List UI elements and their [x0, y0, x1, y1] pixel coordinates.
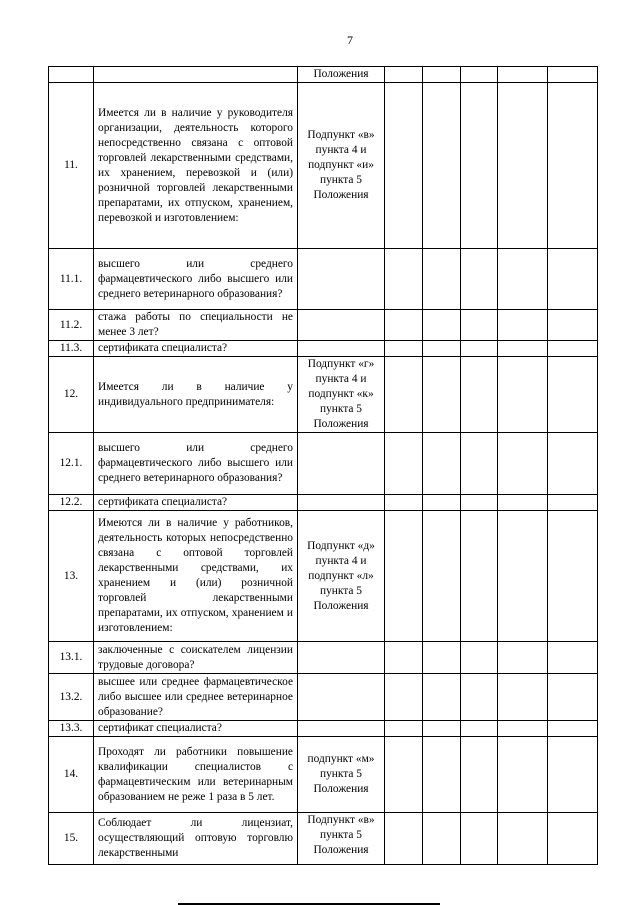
item-question: Соблюдает ли лицензиат, осуществляющий оптовую торговлю лекарственными: [94, 813, 298, 865]
item-question: Имеется ли в наличие у индивидуального предпринимателя:: [94, 357, 298, 433]
table-cell: [423, 357, 461, 433]
table-cell: [498, 511, 548, 642]
item-question: высшее или среднее фармацевтическое либо высшее или среднее ветеринарное образование?: [94, 674, 298, 721]
table-row: [49, 433, 598, 495]
table-cell: [498, 813, 548, 865]
item-question: стажа работы по специальности не менее 3 лет?: [94, 310, 298, 341]
table-cell: [385, 67, 423, 83]
table-cell: [461, 642, 498, 674]
item-number: 12.: [49, 357, 94, 433]
table-row: [49, 642, 598, 674]
table-cell: [385, 357, 423, 433]
table-row: [49, 83, 598, 249]
table-cell: [385, 737, 423, 813]
table-cell: [548, 721, 598, 737]
table-cell: [423, 495, 461, 511]
item-number: 12.1.: [49, 433, 94, 495]
table-row: [49, 310, 598, 341]
table-cell: [385, 433, 423, 495]
item-question: сертификата специалиста?: [94, 495, 298, 511]
table-cell: [423, 249, 461, 310]
item-reference: подпункт «м» пункта 5 Положения: [298, 737, 385, 813]
table-cell: [461, 737, 498, 813]
item-number: 15.: [49, 813, 94, 865]
table-cell: [94, 67, 298, 83]
item-number: 13.2.: [49, 674, 94, 721]
table-cell: [548, 433, 598, 495]
item-question: Имеются ли в наличие у работников, деятельность которых непосредственно связана с оптовой торговлей лекарственными средствами, их хранением и (или) розничной торговлей лекарственными препаратами, их отпуском, хранением и изготовлением:: [94, 511, 298, 642]
table-cell: [423, 813, 461, 865]
table-cell: [548, 341, 598, 357]
table-cell: [548, 642, 598, 674]
item-reference: [298, 310, 385, 341]
item-number: 11.: [49, 83, 94, 249]
item-number: 11.3.: [49, 341, 94, 357]
table-cell: [548, 83, 598, 249]
item-question: высшего или среднего фармацевтического либо высшего или среднего ветеринарного образования?: [94, 249, 298, 310]
table-row-continuation: [49, 67, 598, 83]
item-question: заключенные с соискателем лицензии трудовые договора?: [94, 642, 298, 674]
table-row: [49, 357, 598, 433]
table-cell: [423, 721, 461, 737]
table-cell: [461, 310, 498, 341]
table-cell: [461, 721, 498, 737]
table-cell: [461, 674, 498, 721]
item-reference: [298, 642, 385, 674]
table-row: [49, 674, 598, 721]
table-cell: [498, 341, 548, 357]
item-question: Имеется ли в наличие у руководителя организации, деятельность которого непосредственно связана с оптовой торговлей лекарственными средствами, их хранением, перевозкой и (или) розничной торговлей лекарственными препаратами, их отпуском, хранением, перевозкой и изготовлением:: [94, 83, 298, 249]
item-reference: Подпункт «г» пункта 4 и подпункт «к» пункта 5 Положения: [298, 357, 385, 433]
table-cell: [548, 813, 598, 865]
table-cell: [498, 495, 548, 511]
table-cell: [385, 813, 423, 865]
table-cell: [461, 357, 498, 433]
table-cell: [423, 511, 461, 642]
table-cell: [461, 341, 498, 357]
table-cell: [498, 83, 548, 249]
table-row: [49, 721, 598, 737]
item-reference: Подпункт «д» пункта 4 и подпункт «л» пункта 5 Положения: [298, 511, 385, 642]
table-cell: [498, 721, 548, 737]
table-cell: [498, 249, 548, 310]
table-cell: [385, 511, 423, 642]
table-cell: [548, 495, 598, 511]
table-cell: [385, 83, 423, 249]
item-reference: Подпункт «в» пункта 4 и подпункт «и» пункта 5 Положения: [298, 83, 385, 249]
item-reference: [298, 721, 385, 737]
table-cell: [498, 310, 548, 341]
table-cell: [548, 511, 598, 642]
table-cell: [423, 67, 461, 83]
table-row: [49, 511, 598, 642]
table-cell: [423, 433, 461, 495]
item-number: 12.2.: [49, 495, 94, 511]
table-cell: [461, 83, 498, 249]
table-cell: [385, 341, 423, 357]
table-cell: [498, 357, 548, 433]
table-cell: [423, 83, 461, 249]
table-cell: [498, 642, 548, 674]
table-cell: [498, 433, 548, 495]
table-cell: [385, 249, 423, 310]
item-number: 11.1.: [49, 249, 94, 310]
table-cell: [548, 737, 598, 813]
page-number: 7: [347, 33, 353, 47]
table-cell: [548, 310, 598, 341]
table-row: [49, 813, 598, 865]
table-row: [49, 341, 598, 357]
table-cell: [49, 67, 94, 83]
item-reference: [298, 433, 385, 495]
table-cell: [461, 511, 498, 642]
item-reference: [298, 249, 385, 310]
table-cell: [423, 310, 461, 341]
table-cell: [423, 674, 461, 721]
table-cell: [461, 433, 498, 495]
table-cell: [385, 310, 423, 341]
table-cell: [423, 341, 461, 357]
table-cell: [423, 737, 461, 813]
item-number: 13.3.: [49, 721, 94, 737]
item-reference: Подпункт «в» пункта 5 Положения: [298, 813, 385, 865]
table-cell: [548, 67, 598, 83]
table-cell: [385, 721, 423, 737]
table-cell: [548, 674, 598, 721]
item-reference: [298, 674, 385, 721]
table-cell: [423, 642, 461, 674]
table-cell: [461, 813, 498, 865]
table-row: [49, 249, 598, 310]
item-question: высшего или среднего фармацевтического либо высшего или среднего ветеринарного образования?: [94, 433, 298, 495]
table-cell: [385, 674, 423, 721]
item-number: 11.2.: [49, 310, 94, 341]
table-cell: [498, 67, 548, 83]
item-number: 13.1.: [49, 642, 94, 674]
table-cell: [498, 674, 548, 721]
table-cell: [461, 495, 498, 511]
table-cell: [461, 67, 498, 83]
ref-cell: Положения: [298, 67, 385, 83]
item-question: сертификата специалиста?: [94, 341, 298, 357]
table-cell: [385, 642, 423, 674]
table-row: [49, 737, 598, 813]
item-reference: [298, 341, 385, 357]
item-reference: [298, 495, 385, 511]
table-cell: [548, 357, 598, 433]
item-number: 14.: [49, 737, 94, 813]
item-number: 13.: [49, 511, 94, 642]
checklist-table: [48, 66, 598, 865]
table-cell: [548, 249, 598, 310]
table-cell: [498, 737, 548, 813]
table-cell: [461, 249, 498, 310]
item-question: сертификат специалиста?: [94, 721, 298, 737]
table-cell: [385, 495, 423, 511]
table-row: [49, 495, 598, 511]
item-question: Проходят ли работники повышение квалификации специалистов с фармацевтическим или ветеринарным образованием не реже 1 раза в 5 лет.: [94, 737, 298, 813]
